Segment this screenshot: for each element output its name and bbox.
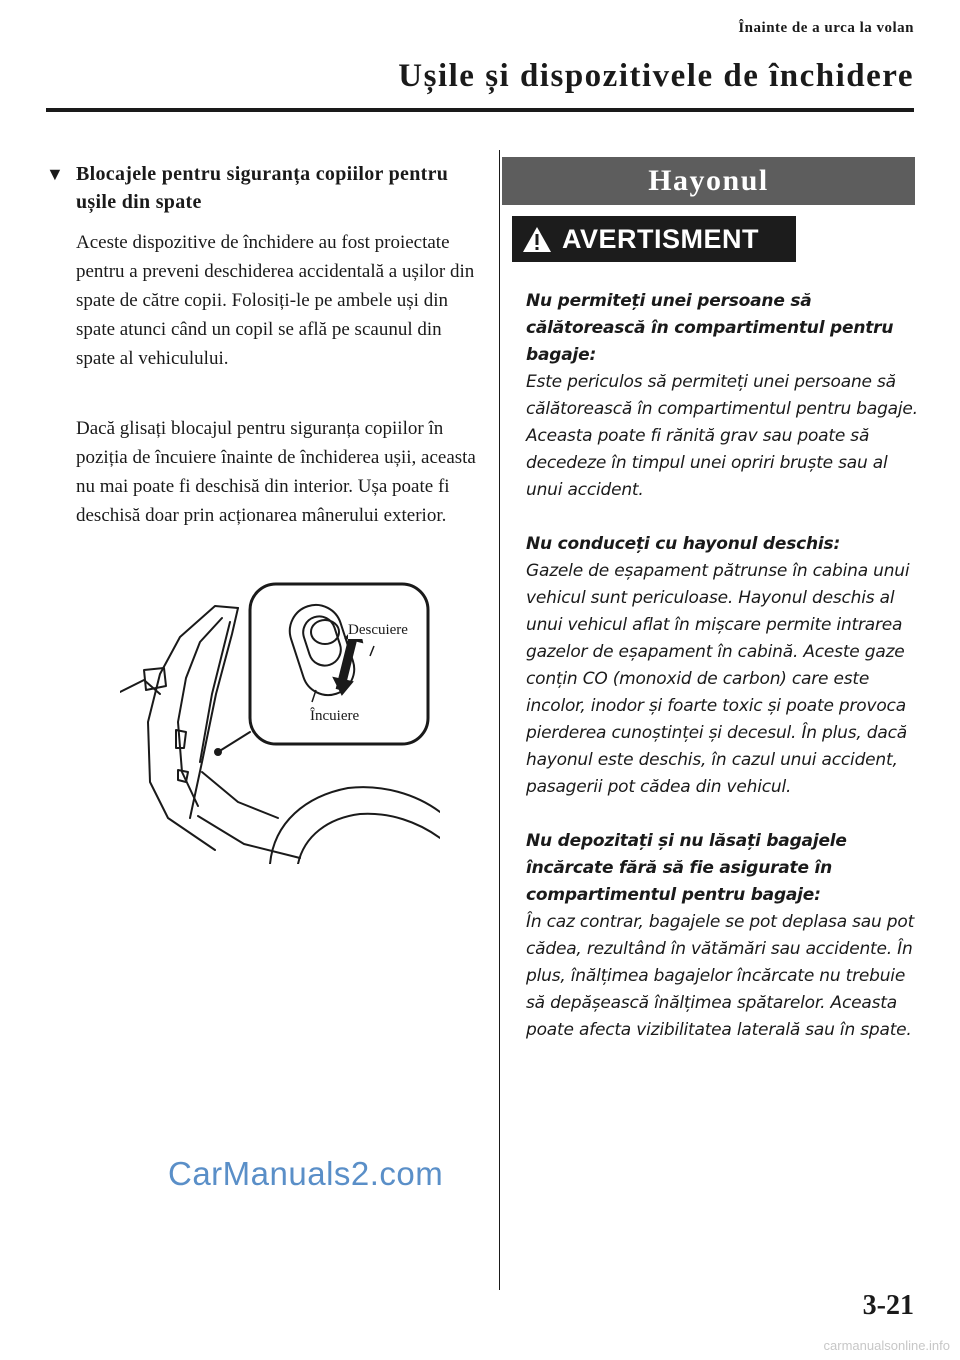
warning-item xyxy=(526,288,918,504)
paragraph: Dacă glisați blocajul pentru siguranța copiilor în poziția de încuiere înainte de închiderea ușii, aceasta nu mai poate fi deschisă din interior. Ușa poate fi deschisă doar prin acționarea mânerului exterior. xyxy=(76,418,476,526)
warning-item-text: Gazele de eșapament pătrunse în cabina unui vehicul sunt periculoase. Hayonul deschis al unui vehicul aflat în mișcare permite intrarea gazelor de eșapament în cabină. Aceste gaze conțin CO (monoxid de carbon) care este incolor, inodor și foarte toxic și poate provoca pierderea cunoștinței și decesul. În plus, dacă hayonul este deschis, în cazul unui accident, pasagerii pot cădea din vehicul. xyxy=(526,561,910,797)
child-lock-figure xyxy=(120,582,440,864)
warning-item xyxy=(526,828,918,1044)
warning-triangle-icon xyxy=(512,216,562,262)
warning-item xyxy=(526,531,918,801)
child-lock-heading-text: Blocajele pentru siguranța copiilor pentru ușile din spate xyxy=(76,163,449,213)
warning-item-text: În caz contrar, bagajele se pot deplasa sau pot cădea, rezultând în vătămări sau accidente. În plus, înălțimea bagajelor încărcate nu trebuie să depășească înălțimea spătarelor. Aceasta poate afecta vizibilitatea laterală sau în spate. xyxy=(526,912,915,1040)
warning-item-title: Nu conduceți cu hayonul deschis: xyxy=(526,534,841,554)
warning-item-title: Nu depozitați și nu lăsați bagajele încărcate fără să fie asigurate în compartimentul pentru bagaje: xyxy=(526,831,847,905)
warning-body xyxy=(526,288,918,1071)
triangle-marker-icon: ▼ xyxy=(46,164,65,184)
child-lock-heading xyxy=(46,160,476,216)
hayon-section-bar: Hayonul xyxy=(502,157,915,205)
warning-title: AVERTISMENT xyxy=(562,223,760,254)
footer-site: carmanualsonline.info xyxy=(823,1338,950,1353)
chapter-header: Înainte de a urca la volan xyxy=(738,20,914,36)
warning-box xyxy=(512,216,796,262)
lock-label: Încuiere xyxy=(310,708,360,724)
paragraph: Aceste dispozitive de închidere au fost proiectate pentru a preveni deschiderea accidentală a ușilor din spate de către copii. Folosiți-le pe ambele uși din spate atunci când un copil se află pe scaunul din spate al vehiculului. xyxy=(76,232,475,369)
unlock-label: Descuiere xyxy=(348,622,408,638)
warning-item-title: Nu permiteți unei persoane să călătorească în compartimentul pentru bagaje: xyxy=(526,291,894,365)
page-number: 3-21 xyxy=(862,1290,914,1321)
header-rule xyxy=(46,108,914,112)
watermark-logo: CarManuals2.com xyxy=(168,1155,444,1192)
column-divider xyxy=(499,150,500,1290)
section-title: Ușile și dispozitivele de închidere xyxy=(398,58,914,94)
warning-item-text: Este periculos să permiteți unei persoane să călătorească în compartimentul pentru bagaje. Aceasta poate fi rănită grav sau poate să decedeze în timpul unei opriri bruște sau al unui accident. xyxy=(526,372,918,500)
